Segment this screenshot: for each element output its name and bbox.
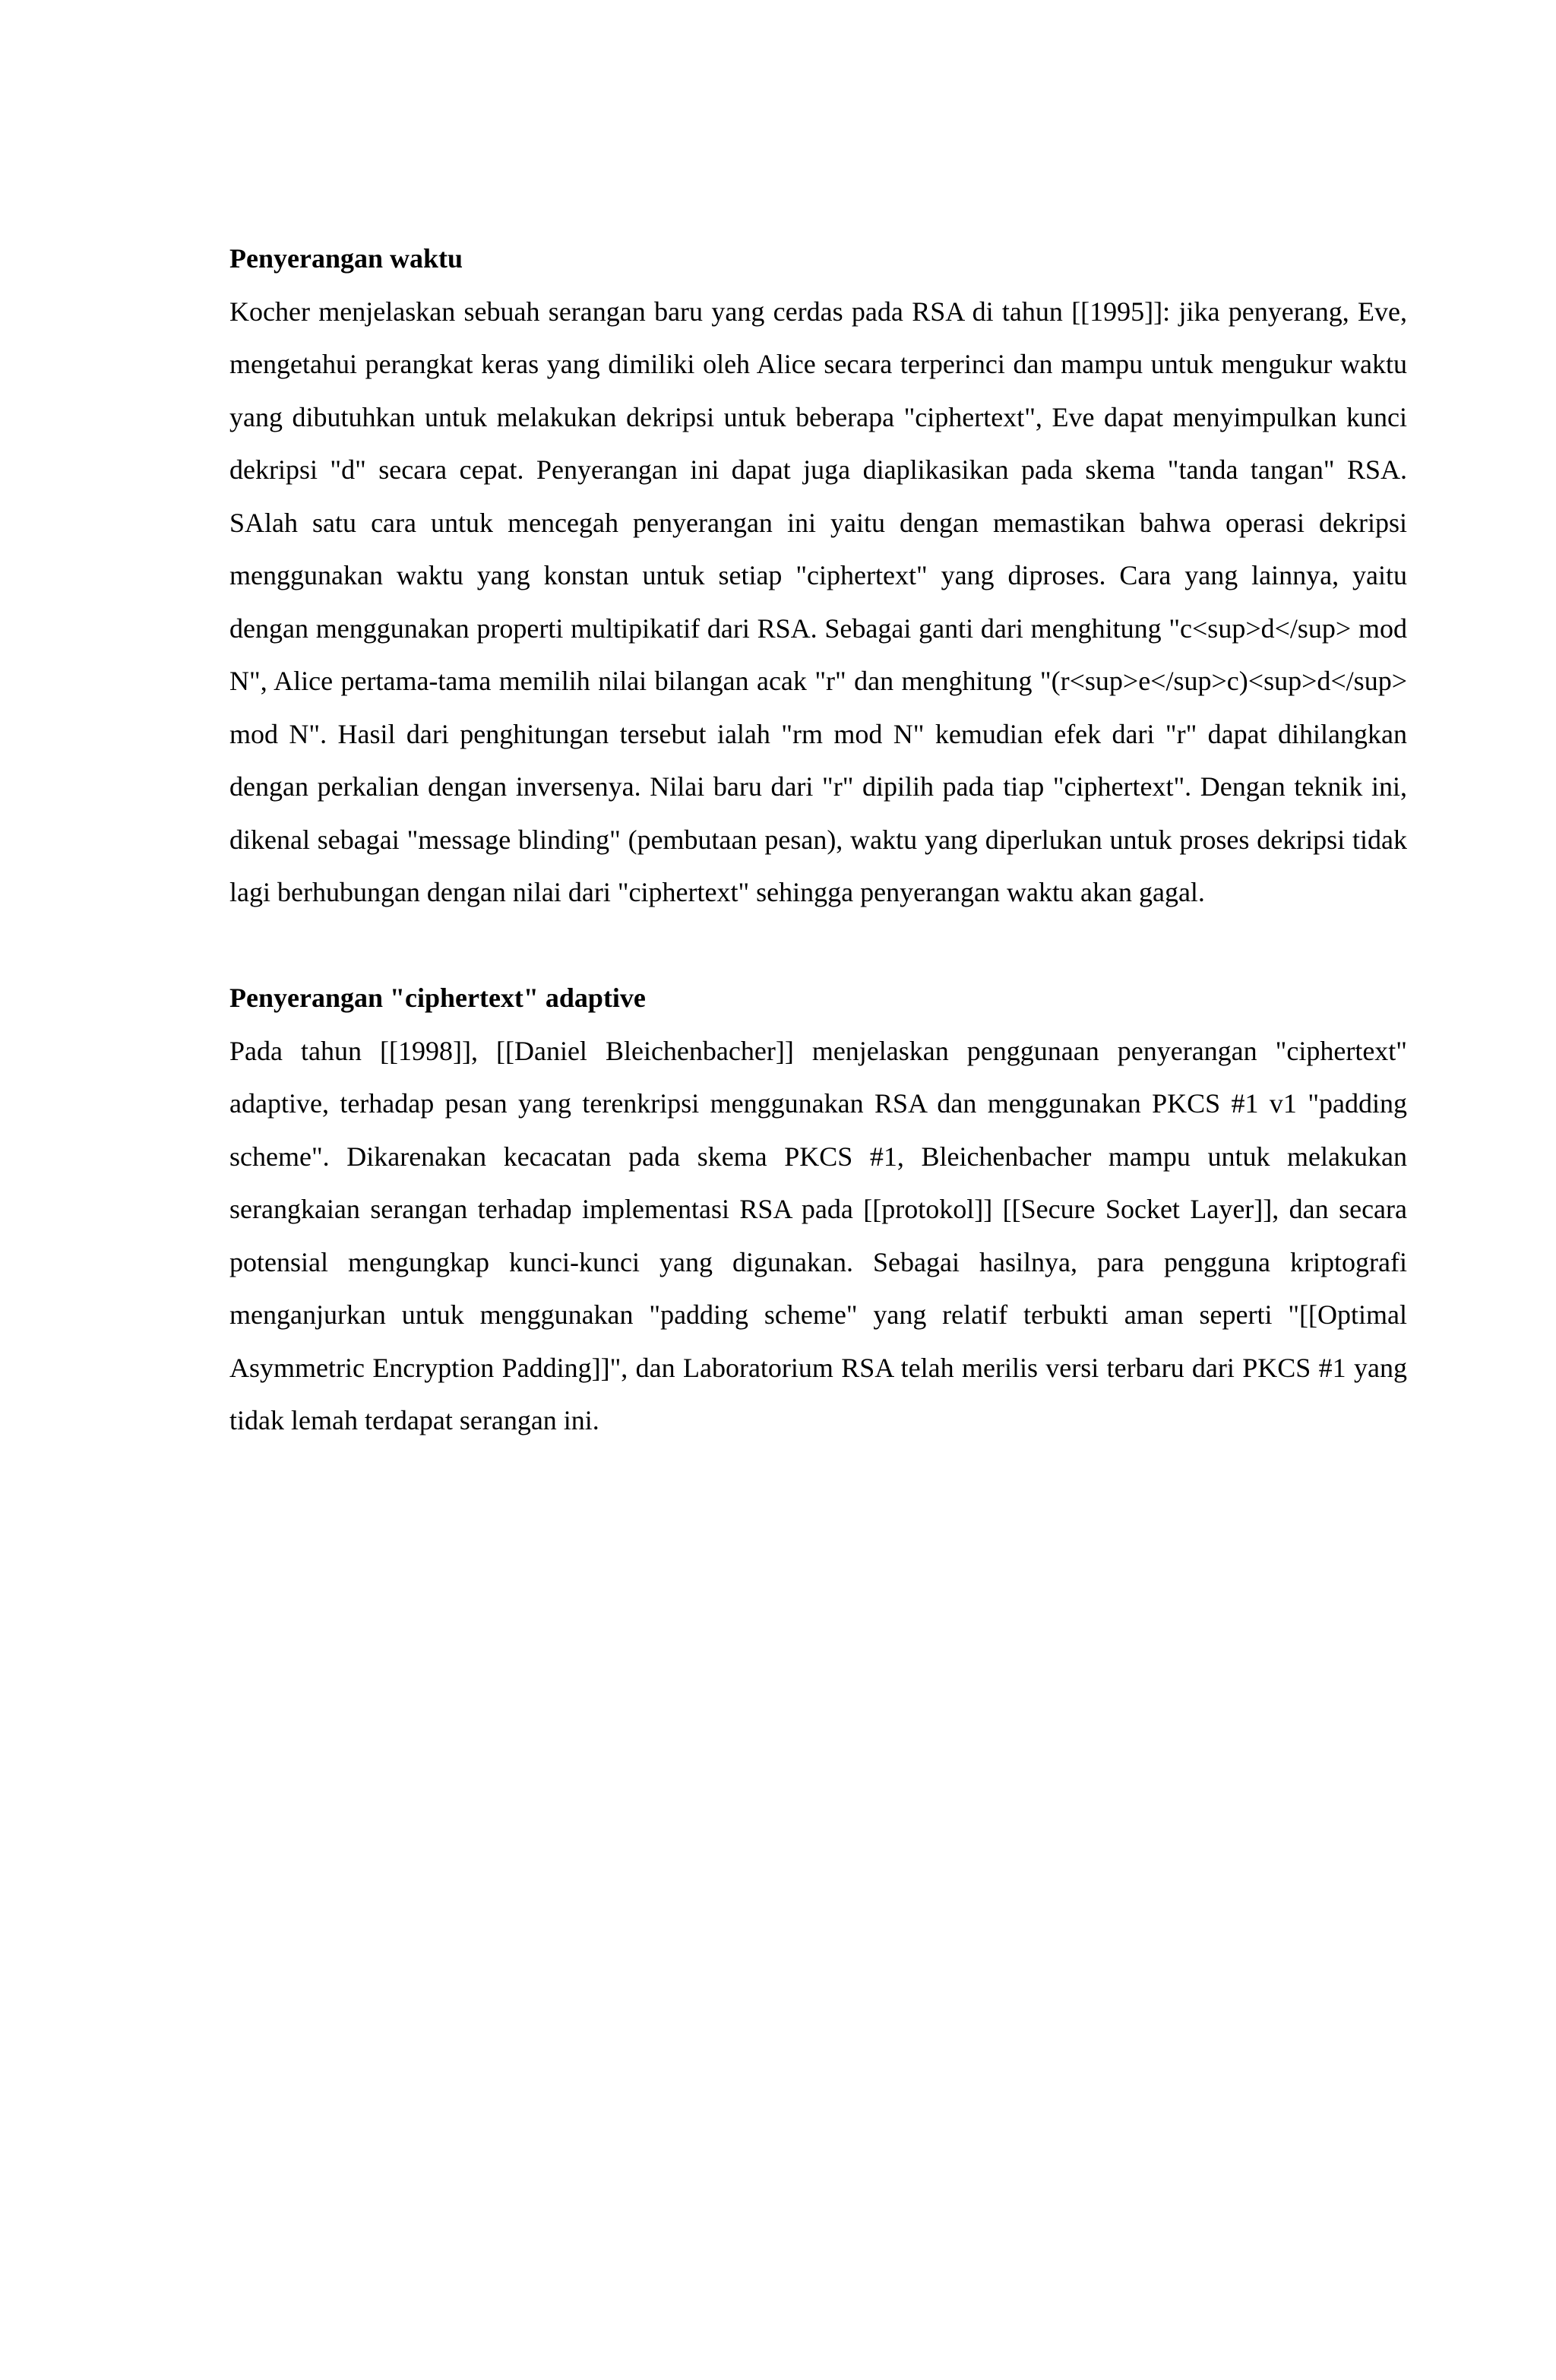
- section-adaptive-ciphertext-attack: [229, 972, 1407, 1448]
- document-content: [229, 233, 1407, 1448]
- section-heading: Penyerangan waktu: [229, 243, 463, 274]
- section-paragraph: Pada tahun [[1998]], [[Daniel Bleichenbacher]] menjelaskan penggunaan penyerangan "ciphertext" adaptive, terhadap pesan yang terenkripsi menggunakan RSA dan menggunakan PKCS #1 v1 "padding scheme". Dikarenakan kecacatan pada skema PKCS #1, Bleichenbacher mampu untuk melakukan serangkaian serangan terhadap implementasi RSA pada [[protokol]] [[Secure Socket Layer]], dan secara potensial mengungkap kunci-kunci yang digunakan. Sebagai hasilnya, para pengguna kriptografi menganjurkan untuk menggunakan "padding scheme" yang relatif terbukti aman seperti "[[Optimal Asymmetric Encryption Padding]]", dan Laboratorium RSA telah merilis versi terbaru dari PKCS #1 yang tidak lemah terdapat serangan ini.: [229, 1035, 1407, 1435]
- section-paragraph: Kocher menjelaskan sebuah serangan baru yang cerdas pada RSA di tahun [[1995]]: jika penyerang, Eve, mengetahui perangkat keras yang dimiliki oleh Alice secara terperinci dan mampu untuk mengukur waktu yang dibutuhkan untuk melakukan dekripsi untuk beberapa "ciphertext", Eve dapat menyimpulkan kunci dekripsi "d" secara cepat. Penyerangan ini dapat juga diaplikasikan pada skema "tanda tangan" RSA. SAlah satu cara untuk mencegah penyerangan ini yaitu dengan memastikan bahwa operasi dekripsi menggunakan waktu yang konstan untuk setiap "ciphertext" yang diproses. Cara yang lainnya, yaitu dengan menggunakan properti multipikatif dari RSA. Sebagai ganti dari menghitung "c<sup>d</sup> mod N", Alice pertama-tama memilih nilai bilangan acak "r" dan menghitung "(r<sup>e</sup>c)<sup>d</sup> mod N". Hasil dari penghitungan tersebut ialah "rm mod N" kemudian efek dari "r" dapat dihilangkan dengan perkalian dengan inversenya. Nilai baru dari "r" dipilih pada tiap "ciphertext". Dengan teknik ini, dikenal sebagai "message blinding" (pembutaan pesan), waktu yang diperlukan untuk proses dekripsi tidak lagi berhubungan dengan nilai dari "ciphertext" sehingga penyerangan waktu akan gagal.: [229, 296, 1407, 907]
- section-heading: Penyerangan "ciphertext" adaptive: [229, 983, 646, 1013]
- section-timing-attack: [229, 233, 1407, 919]
